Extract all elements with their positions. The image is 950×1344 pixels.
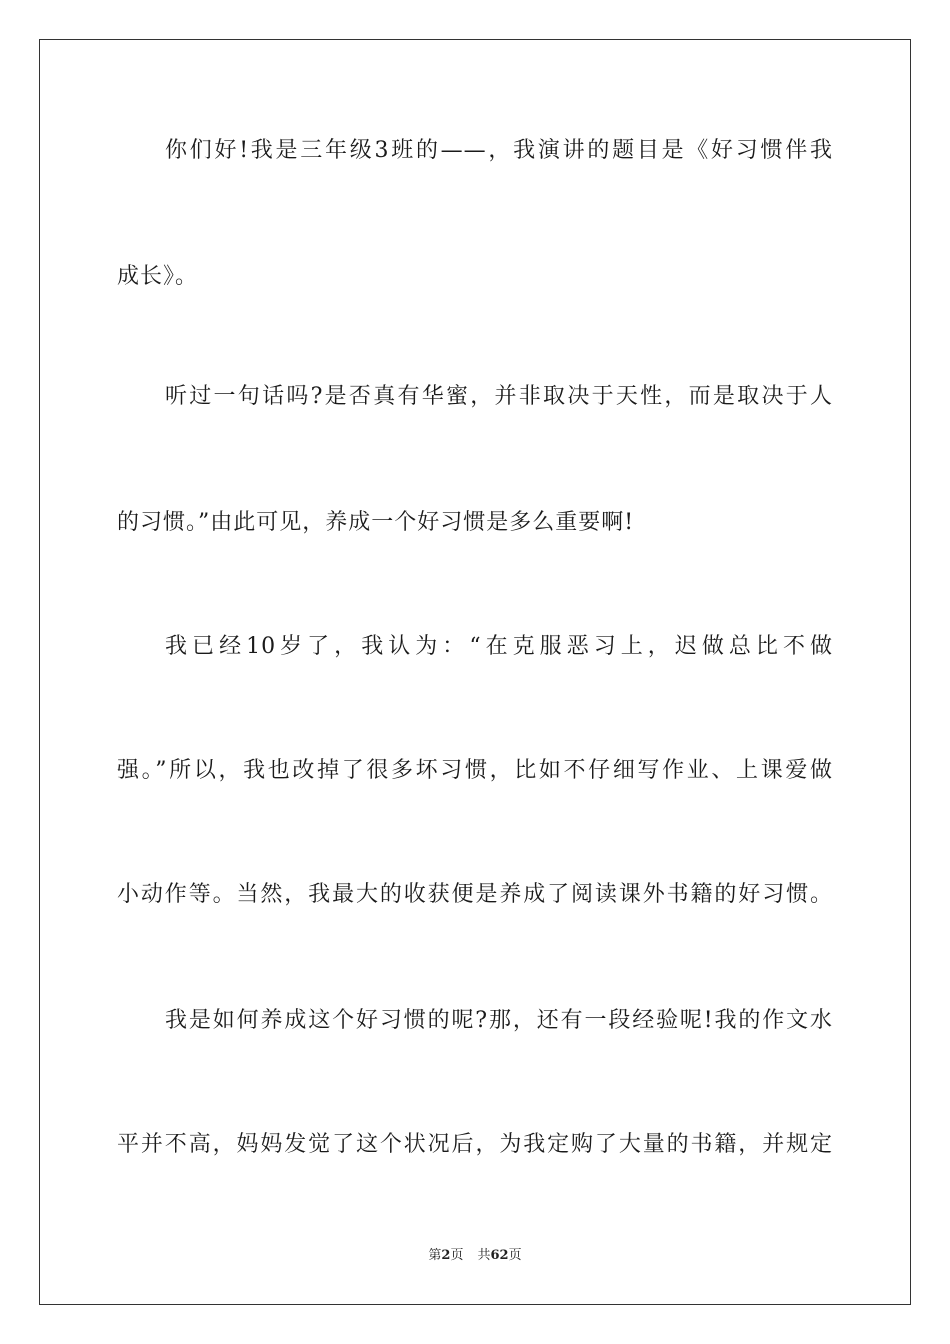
- paragraph-line-6: 强。”所以，我也改掉了很多坏习惯，比如不仔细写作业、上课爱做: [117, 758, 833, 783]
- paragraph-line-7: 小动作等。当然，我最大的收获便是养成了阅读课外书籍的好习惯。: [117, 882, 833, 907]
- paragraph-line-1: 你们好!我是三年级3班的——，我演讲的题目是《好习惯伴我: [165, 138, 833, 163]
- page-number: 2: [441, 1248, 451, 1263]
- paragraph-line-9: 平并不高，妈妈发觉了这个状况后，为我定购了大量的书籍，并规定: [117, 1132, 833, 1157]
- total-pages: 62: [490, 1248, 509, 1263]
- paragraph-line-2: 成长》。: [117, 264, 199, 289]
- page-prefix: 第: [428, 1248, 442, 1263]
- page-footer: [0, 1247, 950, 1265]
- paragraph-line-5: 我已经10岁了，我认为：“在克服恶习上，迟做总比不做: [165, 634, 833, 659]
- total-prefix: 共: [477, 1248, 491, 1263]
- paragraph-line-8: 我是如何养成这个好习惯的呢?那，还有一段经验呢!我的作文水: [165, 1008, 833, 1033]
- paragraph-line-4: 的习惯。”由此可见，养成一个好习惯是多么重要啊!: [117, 510, 635, 535]
- page-suffix: 页: [450, 1248, 464, 1263]
- total-suffix: 页: [508, 1248, 522, 1263]
- paragraph-line-3: 听过一句话吗?是否真有华蜜，并非取决于天性，而是取决于人: [165, 384, 833, 409]
- page-border: [39, 39, 911, 1305]
